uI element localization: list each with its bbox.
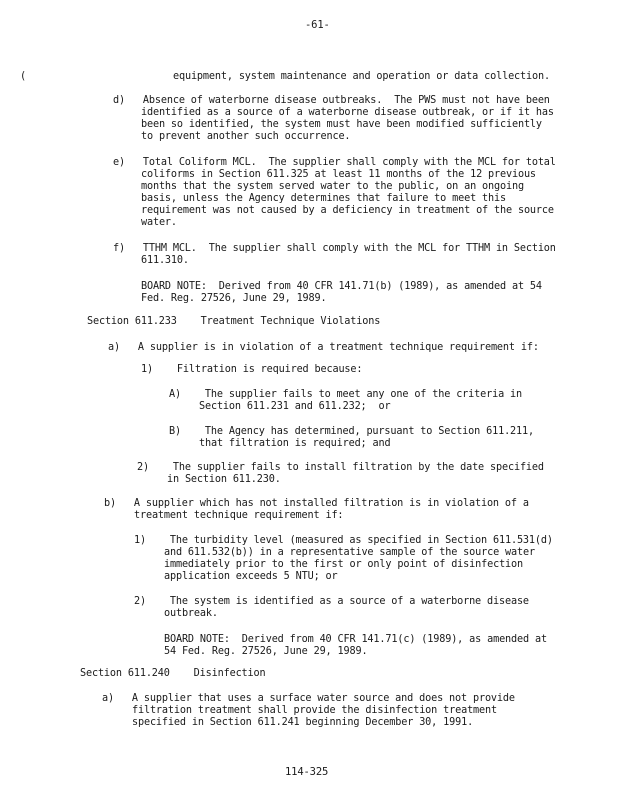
- text-line: immediately prior to the first or only point of disinfection: [164, 559, 524, 570]
- text-line: Section 611.231 and 611.232; or: [199, 401, 391, 412]
- text-line: 1) The turbidity level (measured as specified in Section 611.531(d): [134, 535, 553, 546]
- text-line: identified as a source of a waterborne disease outbreak, or if it has: [141, 107, 554, 118]
- text-line: to prevent another such occurrence.: [141, 131, 351, 142]
- text-line: d) Absence of waterborne disease outbreaks. The PWS must not have been: [113, 95, 550, 106]
- text-line: A) The supplier fails to meet any one of the criteria in: [169, 389, 523, 400]
- text-line: outbreak.: [164, 608, 218, 619]
- text-line: filtration treatment shall provide the disinfection treatment: [132, 705, 497, 716]
- board-note: 54 Fed. Reg. 27526, June 29, 1989.: [164, 646, 368, 657]
- section-heading: Section 611.240 Disinfection: [80, 668, 266, 679]
- text-line: a) A supplier is in violation of a treatment technique requirement if:: [108, 342, 539, 353]
- board-note: BOARD NOTE: Derived from 40 CFR 141.71(c) (1989), as amended at: [164, 634, 547, 645]
- text-line: coliforms in Section 611.325 at least 11 months of the 12 previous: [141, 169, 536, 180]
- text-line: 611.310.: [141, 255, 189, 266]
- section-heading: Section 611.233 Treatment Technique Violations: [87, 316, 381, 327]
- text-line: b) A supplier which has not installed filtration is in violation of a: [104, 498, 529, 509]
- text-line: been so identified, the system must have been modified sufficiently: [141, 119, 542, 130]
- board-note: BOARD NOTE: Derived from 40 CFR 141.71(b) (1989), as amended at 54: [141, 281, 542, 292]
- text-line: B) The Agency has determined, pursuant to Section 611.211,: [169, 426, 534, 437]
- text-line: specified in Section 611.241 beginning December 30, 1991.: [132, 717, 474, 728]
- text-line: f) TTHM MCL. The supplier shall comply with the MCL for TTHM in Section: [113, 243, 556, 254]
- board-note: Fed. Reg. 27526, June 29, 1989.: [141, 293, 327, 304]
- text-line: 2) The system is identified as a source of a waterborne disease: [134, 596, 529, 607]
- text-line: equipment, system maintenance and operation or data collection.: [173, 71, 550, 82]
- text-line: water.: [141, 217, 177, 228]
- margin-mark: (: [20, 71, 26, 82]
- text-line: months that the system served water to the public, on an ongoing: [141, 181, 524, 192]
- text-line: in Section 611.230.: [167, 474, 281, 485]
- page-footer: 114-325: [285, 766, 329, 778]
- text-line: basis, unless the Agency determines that failure to meet this: [141, 193, 506, 204]
- text-line: 1) Filtration is required because:: [141, 364, 363, 375]
- text-line: 2) The supplier fails to install filtration by the date specified: [137, 462, 544, 473]
- text-line: that filtration is required; and: [199, 438, 391, 449]
- text-line: and 611.532(b)) in a representative sample of the source water: [164, 547, 535, 558]
- text-line: treatment technique requirement if:: [134, 510, 344, 521]
- page-header: -61-: [305, 19, 330, 31]
- text-line: application exceeds 5 NTU; or: [164, 571, 338, 582]
- text-line: requirement was not caused by a deficiency in treatment of the source: [141, 205, 554, 216]
- text-line: e) Total Coliform MCL. The supplier shall comply with the MCL for total: [113, 157, 556, 168]
- text-line: a) A supplier that uses a surface water source and does not provide: [102, 693, 515, 704]
